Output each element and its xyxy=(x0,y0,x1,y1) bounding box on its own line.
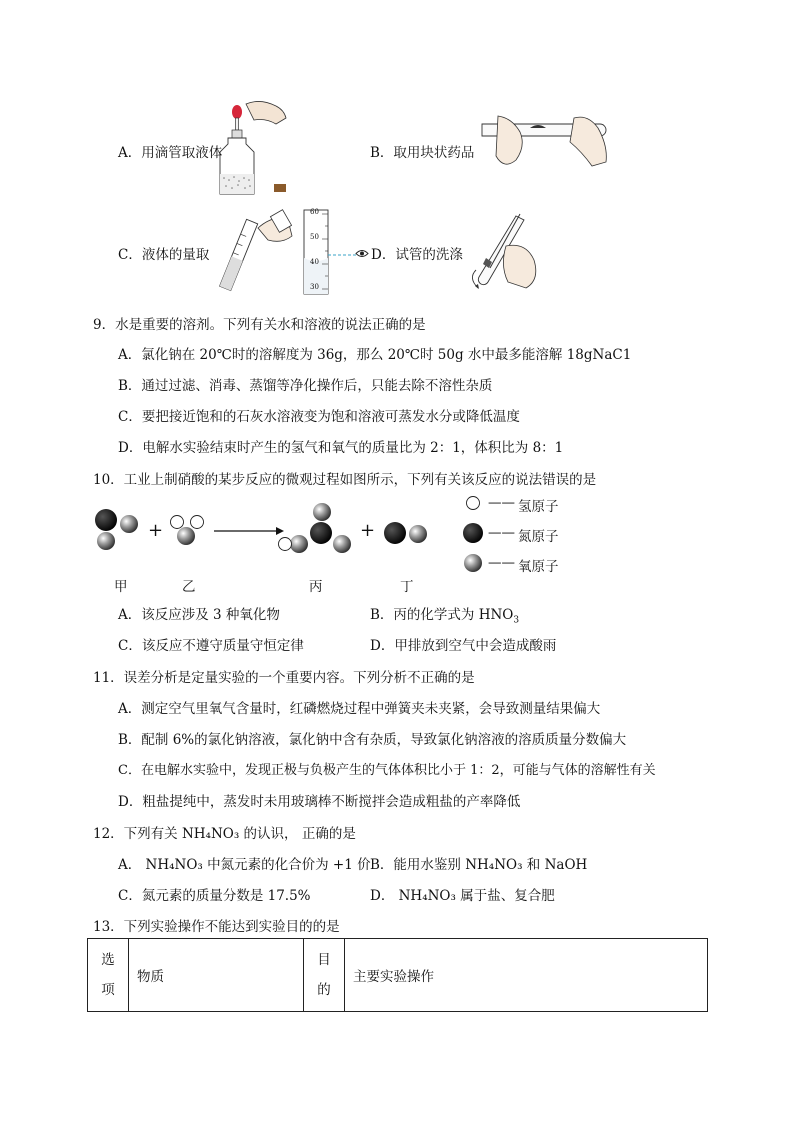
q11-option-d: D．粗盐提纯中，蒸发时未用玻璃棒不断搅拌会造成粗盐的产率降低 xyxy=(118,794,521,810)
label-ding: 丁 xyxy=(400,579,414,595)
label-bing: 丙 xyxy=(309,579,323,595)
q12-option-a: A． NH₄NO₃ 中氮元素的化合价为 +1 价 xyxy=(118,857,371,873)
label-yi: 乙 xyxy=(182,579,196,595)
legend-dash-nitrogen: —— xyxy=(488,525,515,541)
cylinder-tick-30: 30 xyxy=(310,283,319,291)
legend-hydrogen-marker xyxy=(467,497,480,510)
header-option: 选项 xyxy=(88,939,129,1012)
header-substance: 物质 xyxy=(129,939,304,1012)
q13-table xyxy=(87,938,708,1012)
q10-option-a: A．该反应涉及 3 种氧化物 xyxy=(118,607,280,623)
q8-option-c: C．液体的量取 xyxy=(118,247,210,263)
q13-stem: 13．下列实验操作不能达到实验目的的是 xyxy=(93,919,340,935)
header-purpose: 目的 xyxy=(304,939,345,1012)
q11-option-a: A．测定空气里氧气含量时，红磷燃烧过程中弹簧夹未夹紧，会导致测量结果偏大 xyxy=(118,701,601,717)
q10-option-d: D．甲排放到空气中会造成酸雨 xyxy=(370,638,557,654)
molecule-bing xyxy=(279,503,352,553)
q9-stem: 9．水是重要的溶剂。下列有关水和溶液的说法正确的是 xyxy=(93,317,426,333)
legend-nitrogen: 氮原子 xyxy=(518,529,559,545)
plus-sign-1: + xyxy=(148,520,164,541)
cylinder-tick-50: 50 xyxy=(310,233,319,241)
q9-option-d: D．电解水实验结束时产生的氢气和氧气的质量比为 2：1，体积比为 8：1 xyxy=(118,440,564,456)
legend-dash-hydrogen: —— xyxy=(488,495,515,511)
legend-nitrogen-marker xyxy=(463,523,483,543)
molecule-ding xyxy=(384,522,427,544)
header-operation: 主要实验操作 xyxy=(345,939,708,1012)
q8-option-a: A．用滴管取液体 xyxy=(118,145,223,161)
q10-option-c: C．该反应不遵守质量守恒定律 xyxy=(118,638,304,654)
q8-option-b: B．取用块状药品 xyxy=(370,145,475,161)
q8-option-d: D．试管的洗涤 xyxy=(371,247,463,263)
test-tube-hands-illustration xyxy=(478,106,614,176)
q12-option-b: B．能用水鉴别 NH₄NO₃ 和 NaOH xyxy=(370,857,588,873)
label-jia: 甲 xyxy=(114,579,128,595)
legend-dash-oxygen: —— xyxy=(488,555,515,571)
measuring-cylinder-illustration xyxy=(222,206,372,298)
reaction-micro-diagram xyxy=(92,496,452,558)
molecule-jia xyxy=(95,509,138,550)
q9-option-c: C．要把接近饱和的石灰水溶液变为饱和溶液可蒸发水分或降低温度 xyxy=(118,409,520,425)
q11-option-c: C．在电解水实验中，发现正极与负极产生的气体体积比小于 1：2，可能与气体的溶解性有关 xyxy=(118,763,656,778)
q11-stem: 11．误差分析是定量实验的一个重要内容。下列分析不正确的是 xyxy=(93,670,475,686)
molecule-yi xyxy=(171,516,204,546)
table-header-row xyxy=(88,939,708,1012)
q11-option-b: B．配制 6%的氯化钠溶液，氯化钠中含有杂质，导致氯化钠溶液的溶质质量分数偏大 xyxy=(118,732,627,748)
q12-option-c: C．氮元素的质量分数是 17.5% xyxy=(118,888,311,904)
q9-option-b: B．通过过滤、消毒、蒸馏等净化操作后，只能去除不溶性杂质 xyxy=(118,378,493,394)
q12-option-d: D． NH₄NO₃ 属于盐、复合肥 xyxy=(370,888,555,904)
q10-stem: 10．工业上制硝酸的某步反应的微观过程如图所示，下列有关该反应的说法错误的是 xyxy=(93,472,597,488)
q12-stem: 12．下列有关 NH₄NO₃ 的认识， 正确的是 xyxy=(93,826,356,842)
q10-option-b xyxy=(370,603,519,626)
legend-oxygen-marker xyxy=(464,554,482,572)
eye-icon xyxy=(355,249,369,258)
test-tube-brush-illustration xyxy=(466,212,544,292)
q10-option-b-subscript: 3 xyxy=(513,615,520,626)
plus-sign-2: + xyxy=(360,520,376,541)
q9-option-a: A．氯化钠在 20℃时的溶解度为 36g，那么 20℃时 50g 水中最多能溶解 18gNaC1 xyxy=(118,347,632,363)
reaction-arrow xyxy=(214,527,284,535)
dropper-bottle-illustration xyxy=(218,98,288,198)
q10-option-b-text: B．丙的化学式为 HNO xyxy=(370,607,514,623)
legend-hydrogen: 氢原子 xyxy=(518,499,559,515)
cylinder-tick-40: 40 xyxy=(310,258,319,266)
cylinder-tick-60: 60 xyxy=(310,208,319,216)
legend-oxygen: 氧原子 xyxy=(518,559,559,575)
